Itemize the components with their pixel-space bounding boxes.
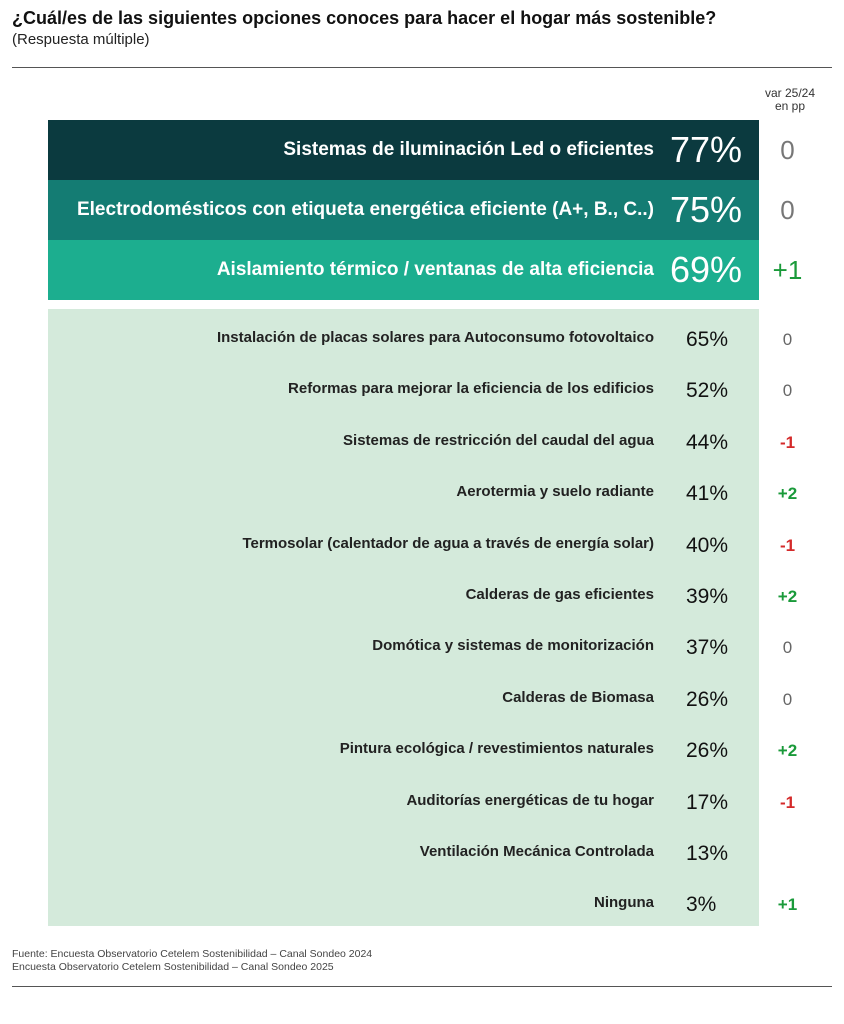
table-row (48, 626, 759, 666)
top-row-label: Electrodomésticos con etiqueta energética eficiente (A+, B., C..) (76, 199, 654, 220)
row-variation: 0 (782, 638, 793, 658)
table-row (48, 832, 759, 872)
bottom-divider (12, 986, 832, 987)
row-label: Instalación de placas solares para Autoconsumo fotovoltaico (216, 329, 654, 346)
row-percent: 44% (686, 430, 729, 454)
row-percent: 65% (686, 328, 729, 351)
table-row (48, 421, 759, 461)
source-footer (12, 948, 372, 974)
top-row-percent: 75% (670, 189, 743, 230)
row-label: Calderas de Biomasa (502, 688, 654, 706)
row-label: Domótica y sistemas de monitorización (372, 637, 654, 655)
row-label: Termosolar (calentador de agua a través de energía solar) (242, 534, 654, 552)
table-row (48, 883, 759, 923)
row-percent: 3% (686, 893, 717, 917)
row-variation: 0 (782, 689, 793, 709)
top-divider (12, 67, 832, 68)
row-label: Ninguna (594, 894, 654, 912)
top-row (48, 240, 759, 300)
table-row (48, 729, 759, 769)
top-row-percent: 69% (670, 249, 743, 290)
top-row-percent: 77% (670, 129, 743, 170)
row-variation: +2 (777, 587, 798, 606)
row-percent: 17% (686, 790, 729, 814)
row-percent: 26% (686, 687, 729, 711)
row-label: Aerotermia y suelo radiante (456, 483, 654, 501)
table-row (48, 781, 759, 821)
table-row (48, 575, 759, 615)
top-row-variation: +1 (772, 255, 803, 285)
row-percent: 26% (686, 739, 729, 763)
row-label: Calderas de gas eficientes (465, 586, 654, 603)
table-row (48, 369, 759, 409)
row-percent: 52% (686, 379, 729, 403)
row-label: Sistemas de restricción del caudal del agua (343, 431, 654, 449)
row-percent: 13% (686, 842, 729, 865)
row-variation: -1 (779, 535, 796, 555)
row-variation: -1 (779, 792, 796, 812)
top-row (48, 180, 759, 240)
table-row (48, 318, 759, 358)
row-label: Auditorías energéticas de tu hogar (406, 791, 654, 809)
variation-column-header (755, 87, 825, 113)
table-row (48, 524, 759, 564)
top-row-variation: 0 (780, 135, 795, 165)
table-row (48, 678, 759, 718)
row-variation (755, 832, 820, 872)
chart-title: ¿Cuál/es de las siguientes opciones conoces para hacer el hogar más sostenible? (12, 8, 717, 28)
row-label: Ventilación Mecánica Controlada (419, 843, 654, 860)
top-row-label: Sistemas de iluminación Led o eficientes (283, 139, 654, 160)
row-percent: 39% (686, 585, 729, 608)
top-row-label: Aislamiento térmico / ventanas de alta eficiencia (216, 259, 654, 280)
row-variation: +2 (777, 741, 798, 761)
row-variation: +2 (777, 484, 798, 504)
source-line-2: Encuesta Observatorio Cetelem Sostenibilidad – Canal Sondeo 2025 (12, 961, 334, 973)
row-variation: 0 (782, 330, 793, 349)
row-label: Reformas para mejorar la eficiencia de los edificios (288, 380, 654, 398)
row-variation: +1 (777, 895, 798, 915)
row-label: Pintura ecológica / revestimientos naturales (339, 740, 654, 758)
row-percent: 41% (686, 482, 729, 506)
row-variation: -1 (779, 432, 796, 452)
variation-header-line-1: var 25/24 (764, 86, 816, 100)
top-row-variation: 0 (780, 195, 795, 225)
source-line-1: Fuente: Encuesta Observatorio Cetelem Sostenibilidad – Canal Sondeo 2024 (12, 948, 373, 960)
row-variation: 0 (782, 381, 793, 401)
variation-header-line-2: en pp (774, 99, 806, 113)
top-row (48, 120, 759, 180)
row-percent: 37% (686, 636, 729, 660)
row-percent: 40% (686, 533, 729, 557)
table-row (48, 472, 759, 512)
chart-subtitle: (Respuesta múltiple) (12, 31, 150, 48)
